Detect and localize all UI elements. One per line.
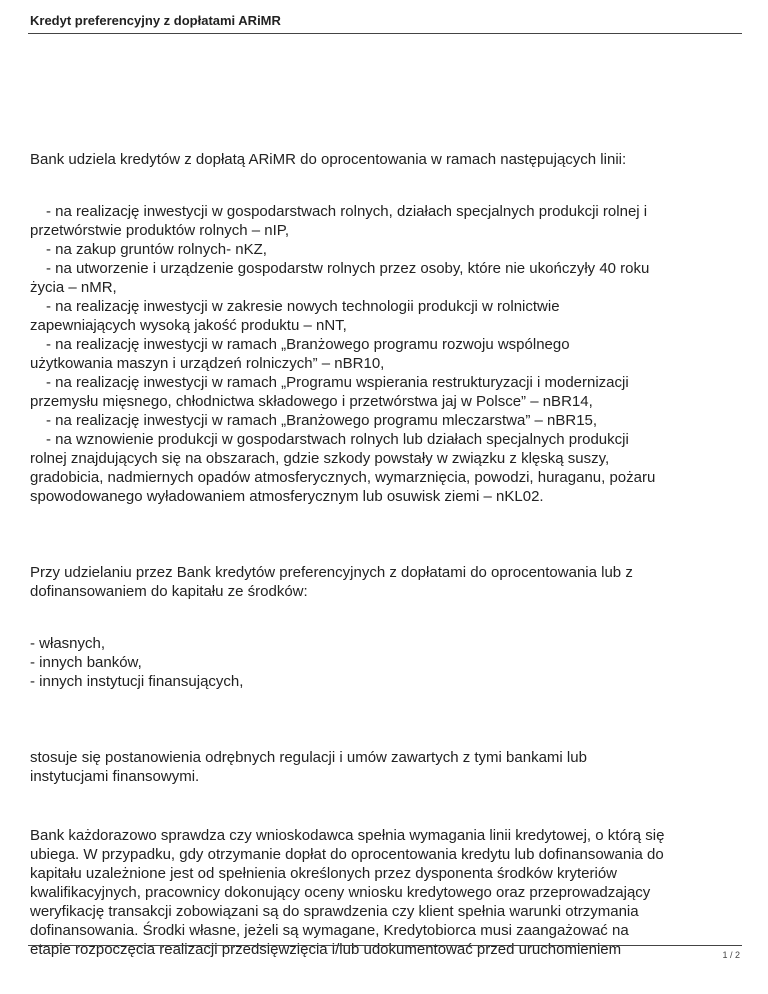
list-item: - na realizację inwestycji w zakresie nowych technologii produkcji w rolnictwie — [46, 298, 560, 315]
document-header-title: Kredyt preferencyjny z dopłatami ARiMR — [30, 13, 281, 28]
footer-divider — [28, 945, 742, 946]
list-item-continuation: zapewniających wysoką jakość produktu – nNT, — [30, 317, 347, 334]
list-item: - na wznowienie produkcji w gospodarstwach rolnych lub działach specjalnych produkcji — [46, 431, 629, 448]
paragraph-line: kwalifikacyjnych, pracownicy dokonujący oceny wniosku kredytowego oraz przeprowadzający — [30, 884, 651, 901]
page-number: 1 / 2 — [722, 950, 740, 960]
credit-lines-list — [30, 202, 742, 506]
list-item-continuation: użytkowania maszyn i urządzeń rolniczych” – nBR10, — [30, 355, 385, 372]
funding-sources-list — [30, 634, 742, 691]
list-item: - innych instytucji finansujących, — [30, 673, 244, 690]
list-item: - na realizację inwestycji w gospodarstwach rolnych, działach specjalnych produkcji rolnej i — [46, 203, 648, 220]
list-item: - na zakup gruntów rolnych- nKZ, — [46, 241, 267, 258]
list-item: - własnych, — [30, 635, 106, 652]
intro-paragraph: Bank udziela kredytów z dopłatą ARiMR do oprocentowania w ramach następujących linii: — [30, 151, 627, 168]
verification-paragraph — [30, 826, 742, 959]
list-item: - na realizację inwestycji w ramach „Branżowego programu rozwoju wspólnego — [46, 336, 570, 353]
header-divider — [28, 33, 742, 34]
paragraph-line: weryfikację transakcji zobowiązani są do sprawdzenia czy klient spełnia warunki otrzymania — [30, 903, 639, 920]
paragraph-line: ubiega. W przypadku, gdy otrzymanie dopłat do oprocentowania kredytu lub dofinansowania do — [30, 846, 664, 863]
document-body — [30, 150, 742, 959]
list-item-continuation: przemysłu mięsnego, chłodnictwa składowego i przetwórstwa jaj w Polsce” – nBR14, — [30, 393, 593, 410]
regulations-paragraph — [30, 748, 742, 786]
list-item: - na realizację inwestycji w ramach „Programu wspierania restrukturyzacji i modernizacji — [46, 374, 629, 391]
paragraph-line: etapie rozpoczęcia realizacji przedsięwzięcia i/lub udokumentować przed uruchomieniem — [30, 941, 622, 958]
list-item: - na realizację inwestycji w ramach „Branżowego programu mleczarstwa” – nBR15, — [46, 412, 598, 429]
funding-intro-paragraph — [30, 563, 742, 601]
list-item-continuation: przetwórstwie produktów rolnych – nIP, — [30, 222, 290, 239]
list-item-continuation: życia – nMR, — [30, 279, 117, 296]
paragraph-line: instytucjami finansowymi. — [30, 768, 200, 785]
list-item-continuation: gradobicia, nadmiernych opadów atmosferycznych, wymarznięcia, powodzi, huraganu, pożaru — [30, 469, 656, 486]
list-item: - innych banków, — [30, 654, 142, 671]
paragraph-line: stosuje się postanowienia odrębnych regulacji i umów zawartych z tymi bankami lub — [30, 749, 587, 766]
list-item: - na utworzenie i urządzenie gospodarstw rolnych przez osoby, które nie ukończyły 40 roku — [46, 260, 650, 277]
list-item-continuation: rolnej znajdujących się na obszarach, gdzie szkody powstały w związku z klęską suszy, — [30, 450, 610, 467]
paragraph-line: Bank każdorazowo sprawdza czy wnioskodawca spełnia wymagania linii kredytowej, o którą się — [30, 827, 665, 844]
paragraph-line: dofinansowaniem do kapitału ze środków: — [30, 583, 308, 600]
paragraph-line: kapitału uzależnione jest od spełnienia określonych przez dysponenta środków kryteriów — [30, 865, 617, 882]
list-item-continuation: spowodowanego wyładowaniem atmosferycznym lub osuwisk ziemi – nKL02. — [30, 488, 544, 505]
paragraph-line: Przy udzielaniu przez Bank kredytów preferencyjnych z dopłatami do oprocentowania lub z — [30, 564, 633, 581]
paragraph-line: dofinansowania. Środki własne, jeżeli są wymagane, Kredytobiorca musi zaangażować na — [30, 922, 629, 939]
